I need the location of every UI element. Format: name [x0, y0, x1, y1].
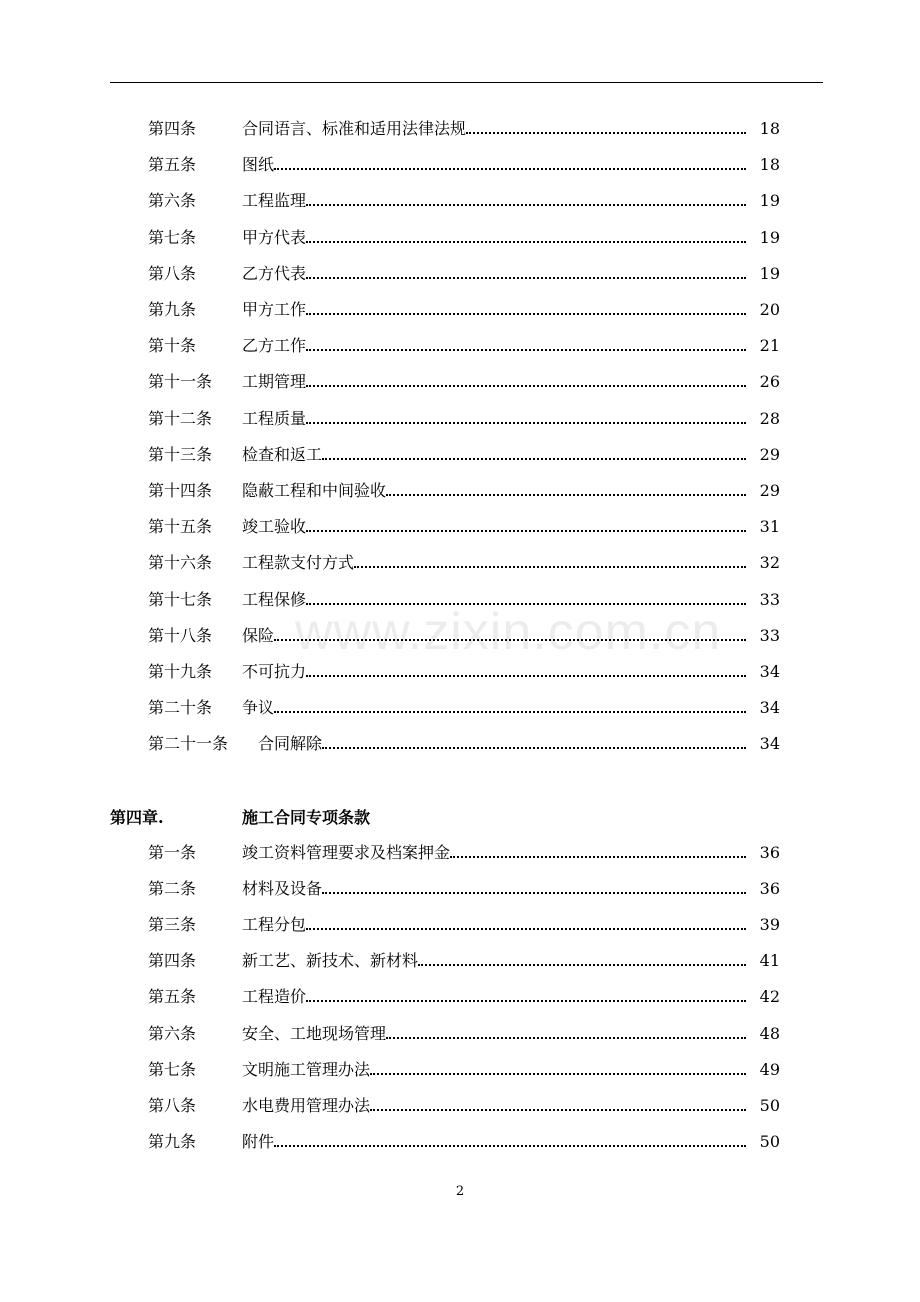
toc-entry-page: 33: [759, 589, 780, 609]
dot-leader: [322, 443, 746, 467]
dot-leader: [306, 226, 746, 250]
dot-leader: [386, 479, 746, 503]
header-rule: [110, 82, 823, 83]
toc-entry-number: 第四条: [148, 119, 197, 138]
toc-entry-page: 49: [759, 1059, 780, 1079]
toc-entry[interactable]: [148, 262, 780, 286]
toc-entry[interactable]: [148, 877, 780, 901]
toc-entry-page: 20: [759, 300, 780, 319]
toc-entry-number: 第八条: [148, 263, 197, 283]
toc-entry-title: 工程监理: [242, 191, 307, 211]
toc-entry-number: 第六条: [148, 191, 197, 211]
toc-entry-page: 26: [759, 372, 780, 392]
toc-entry[interactable]: [148, 153, 780, 177]
toc-entry-number: 第十四条: [148, 481, 213, 500]
dot-leader: [466, 117, 746, 141]
toc-entry-title: 竣工资料管理要求及档案押金: [242, 843, 451, 862]
toc-entry-number: 第十八条: [148, 625, 213, 645]
toc-entry-page: 41: [759, 951, 780, 971]
toc-entry-page: 19: [759, 191, 780, 211]
dot-leader: [306, 334, 746, 358]
dot-leader: [306, 588, 746, 612]
dot-leader: [306, 913, 746, 937]
toc-entry-number: 第五条: [148, 987, 197, 1007]
watermark: www.zixin.com.cn: [295, 603, 722, 661]
toc-entry-title: 工程款支付方式: [242, 553, 355, 573]
toc-entry-page: 39: [759, 915, 780, 935]
toc-entry-title: 工程分包: [242, 915, 307, 935]
dot-leader: [306, 660, 746, 684]
chapter-number: 第四章.: [110, 807, 164, 827]
dot-leader: [370, 1058, 746, 1082]
toc-entry-page: 50: [759, 1131, 780, 1151]
toc-entry[interactable]: [148, 985, 780, 1009]
toc-entry[interactable]: [148, 732, 780, 756]
dot-leader: [274, 1130, 746, 1154]
toc-entry[interactable]: [148, 624, 780, 648]
dot-leader: [274, 153, 746, 177]
page-number: 2: [455, 1184, 465, 1199]
toc-entry-number: 第十九条: [148, 662, 213, 681]
toc-entry[interactable]: [148, 1130, 780, 1154]
dot-leader: [370, 1094, 746, 1118]
toc-entry[interactable]: [148, 189, 780, 213]
toc-entry[interactable]: [148, 949, 780, 973]
toc-entry[interactable]: [148, 551, 780, 575]
dot-leader: [306, 189, 746, 213]
dot-leader: [274, 696, 746, 720]
toc-entry[interactable]: [148, 1094, 780, 1118]
toc-entry-number: 第十七条: [148, 589, 213, 609]
toc-entry[interactable]: [148, 117, 780, 141]
toc-entry-number: 第十五条: [148, 517, 213, 537]
toc-entry-number: 第六条: [148, 1023, 197, 1043]
dot-leader: [306, 515, 746, 539]
dot-leader: [418, 949, 746, 973]
toc-entry-title: 合同语言、标准和适用法律法规: [242, 119, 467, 138]
toc-entry-page: 36: [759, 879, 780, 899]
toc-entry-title: 保险: [242, 625, 275, 645]
toc-entry-page: 34: [759, 734, 780, 754]
toc-entry-number: 第二十一条: [148, 734, 229, 754]
toc-entry-title: 争议: [242, 698, 275, 718]
dot-leader: [322, 877, 746, 901]
toc-entry[interactable]: [148, 1022, 780, 1046]
toc-entry-title: 水电费用管理办法: [242, 1095, 371, 1115]
dot-leader: [306, 407, 746, 431]
toc-entry[interactable]: [148, 841, 780, 865]
toc-entry-page: 33: [759, 625, 780, 645]
toc-entry-page: 21: [759, 336, 780, 356]
toc-entry[interactable]: [148, 515, 780, 539]
toc-entry-title: 乙方工作: [242, 336, 307, 356]
toc-entry-number: 第三条: [148, 915, 197, 935]
toc-entry-title: 工程保修: [242, 589, 307, 609]
toc-entry-number: 第五条: [148, 155, 197, 175]
toc-entry-title: 安全、工地现场管理: [242, 1023, 387, 1043]
dot-leader: [322, 732, 746, 756]
toc-entry-title: 不可抗力: [242, 662, 307, 681]
toc-entry[interactable]: [148, 407, 780, 431]
toc-entry-page: 18: [759, 155, 780, 175]
toc-entry-number: 第十六条: [148, 553, 213, 573]
toc-entry[interactable]: [148, 479, 780, 503]
toc-entry-page: 32: [759, 553, 780, 573]
toc-entry-title: 图纸: [242, 155, 275, 175]
toc-entry-number: 第七条: [148, 227, 197, 247]
toc-entry-number: 第七条: [148, 1059, 197, 1079]
toc-entry[interactable]: [148, 298, 780, 322]
toc-entry-page: 42: [759, 987, 780, 1007]
toc-entry-title: 合同解除: [258, 734, 323, 754]
toc-entry-page: 19: [759, 263, 780, 283]
dot-leader: [450, 841, 746, 865]
toc-entry-number: 第二条: [148, 879, 197, 899]
toc-entry-title: 材料及设备: [242, 879, 323, 899]
toc-entry-number: 第四条: [148, 951, 197, 971]
toc-entry-title: 文明施工管理办法: [242, 1059, 371, 1079]
toc-entry-page: 50: [759, 1095, 780, 1115]
toc-entry-number: 第一条: [148, 843, 197, 862]
toc-entry-title: 甲方工作: [242, 300, 307, 319]
dot-leader: [274, 624, 746, 648]
toc-entry-page: 29: [759, 444, 780, 464]
toc-entry-number: 第十一条: [148, 372, 213, 392]
toc-entry-number: 第二十条: [148, 698, 213, 718]
toc-entry[interactable]: [148, 588, 780, 612]
toc-entry-title: 竣工验收: [242, 517, 307, 537]
dot-leader: [306, 985, 746, 1009]
toc-entry-page: 34: [759, 698, 780, 718]
toc-entry-title: 乙方代表: [242, 263, 307, 283]
toc-entry-title: 检查和返工: [242, 444, 323, 464]
dot-leader: [306, 262, 746, 286]
toc-entry-title: 隐蔽工程和中间验收: [242, 481, 387, 500]
toc-entry-title: 新工艺、新技术、新材料: [242, 951, 419, 971]
toc-entry-title: 附件: [242, 1131, 275, 1151]
dot-leader: [306, 298, 746, 322]
toc-entry-title: 甲方代表: [242, 227, 307, 247]
chapter-title: 施工合同专项条款: [242, 807, 371, 827]
toc-entry-page: 29: [759, 481, 780, 500]
toc-entry-page: 18: [759, 119, 780, 138]
toc-entry[interactable]: [148, 370, 780, 394]
toc-entry-page: 36: [759, 843, 780, 862]
toc-entry-title: 工程质量: [242, 408, 307, 428]
toc-entry-number: 第九条: [148, 1131, 197, 1151]
chapter-heading: [110, 804, 370, 828]
toc-entry-title: 工程造价: [242, 987, 307, 1007]
toc-entry-page: 19: [759, 227, 780, 247]
toc-entry[interactable]: [148, 660, 780, 684]
toc-entry-title: 工期管理: [242, 372, 307, 392]
toc-entry-number: 第八条: [148, 1095, 197, 1115]
toc-entry[interactable]: [148, 226, 780, 250]
toc-entry[interactable]: [148, 913, 780, 937]
toc-entry-number: 第九条: [148, 300, 197, 319]
toc-entry-number: 第十三条: [148, 444, 213, 464]
dot-leader: [306, 370, 746, 394]
toc-entry-page: 34: [759, 662, 780, 681]
toc-entry[interactable]: [148, 334, 780, 358]
toc-entry-page: 48: [759, 1023, 780, 1043]
toc-entry-page: 28: [759, 408, 780, 428]
dot-leader: [354, 551, 746, 575]
toc-entry[interactable]: [148, 696, 780, 720]
toc-entry-number: 第十二条: [148, 408, 213, 428]
toc-entry-number: 第十条: [148, 336, 197, 356]
toc-entry-page: 31: [759, 517, 780, 537]
toc-entry[interactable]: [148, 1058, 780, 1082]
toc-entry[interactable]: [148, 443, 780, 467]
dot-leader: [386, 1022, 746, 1046]
